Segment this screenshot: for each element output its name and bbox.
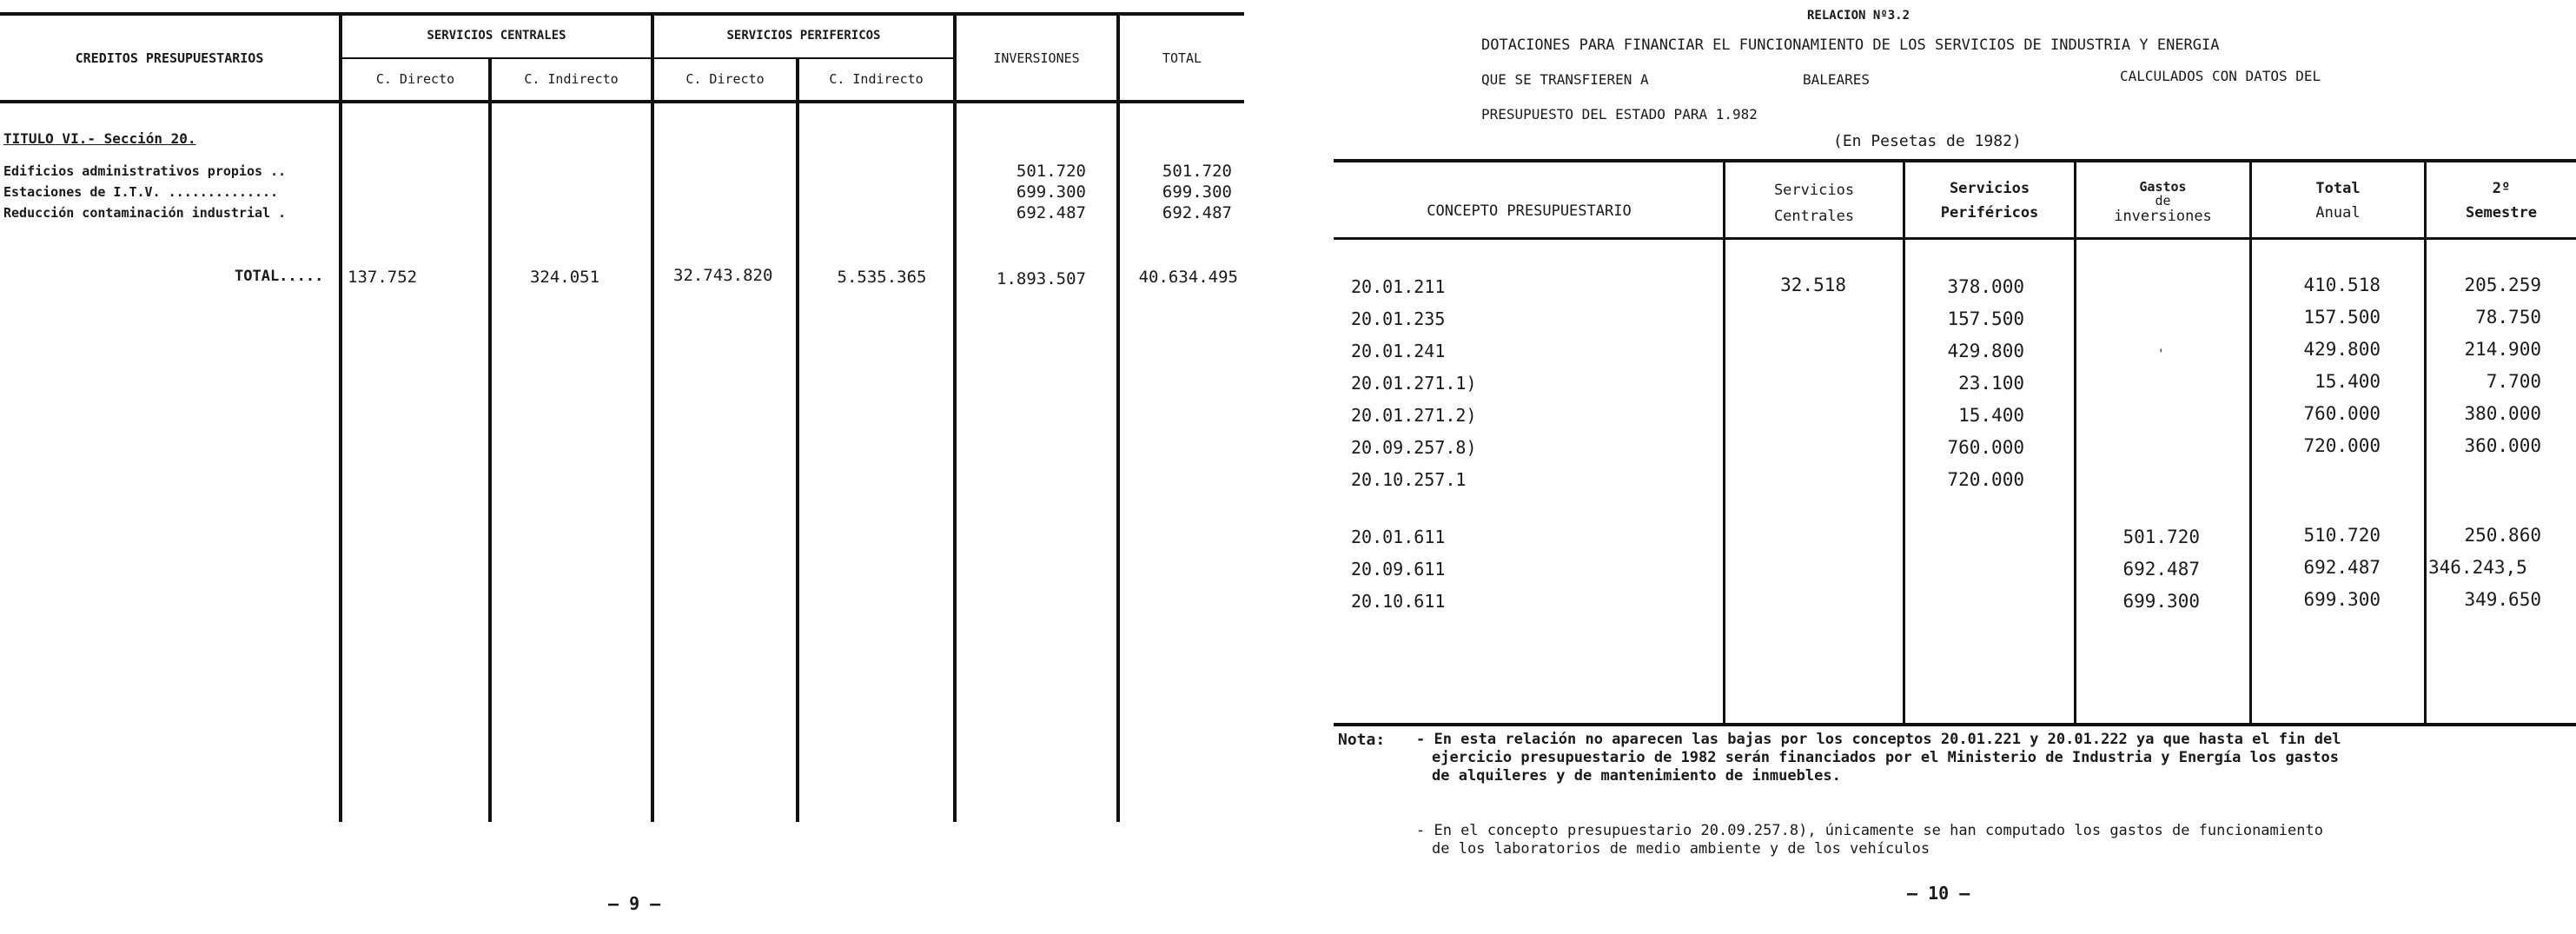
note-line: de alquileres y de mantenimiento de inmuebles. bbox=[1432, 767, 1841, 785]
row-perifericos: 429.800 bbox=[1947, 341, 2024, 361]
section-title: TITULO VI.- Sección 20. bbox=[3, 130, 196, 147]
row-concepto: 20.01.611 bbox=[1351, 527, 1446, 547]
note-line: - En esta relación no aparecen las bajas por los conceptos 20.01.221 y 20.01.222 ya que hasta el fin del bbox=[1416, 731, 2341, 748]
left-col-divider bbox=[488, 57, 492, 822]
item-total: 699.300 bbox=[1162, 182, 1232, 202]
left-col-divider bbox=[339, 12, 342, 822]
item-total: 501.720 bbox=[1162, 162, 1232, 181]
right-header-bottom-rule bbox=[1334, 237, 2576, 240]
row-concepto: 20.01.241 bbox=[1351, 341, 1446, 361]
page-number: — 10 — bbox=[1907, 883, 1970, 904]
total-total: 40.634.495 bbox=[1138, 268, 1238, 287]
total-c-directo-perifericos: 32.743.820 bbox=[673, 266, 773, 285]
left-header-bottom-rule bbox=[0, 100, 1244, 103]
subtitle-line-1: DOTACIONES PARA FINANCIAR EL FUNCIONAMIENTO DE LOS SERVICIOS DE INDUSTRIA Y ENERGIA bbox=[1481, 36, 2220, 54]
right-col-divider bbox=[2249, 159, 2252, 725]
note-line: ejercicio presupuestario de 1982 serán financiados por el Ministerio de Industria y Energía los gastos bbox=[1432, 749, 2339, 766]
row-perifericos: 720.000 bbox=[1947, 469, 2024, 490]
row-perifericos: 23.100 bbox=[1958, 373, 2024, 394]
header-centrales-2: Centrales bbox=[1773, 208, 1855, 225]
note-label: Nota: bbox=[1338, 731, 1386, 749]
total-c-indirecto-centrales: 324.051 bbox=[529, 268, 600, 287]
row-semestre: 346.243,5 bbox=[2428, 557, 2527, 578]
row-inversiones: 699.300 bbox=[2122, 591, 2200, 612]
note-line: de los laboratorios de medio ambiente y de los vehículos bbox=[1432, 840, 1930, 858]
left-col-divider bbox=[651, 12, 654, 822]
row-concepto: 20.10.611 bbox=[1351, 591, 1446, 612]
header-inversiones-2: de bbox=[2155, 193, 2171, 209]
header-inversiones-1: Gastos bbox=[2139, 179, 2187, 195]
header-c-indirecto: C. Indirecto bbox=[524, 71, 619, 87]
row-inversiones: 692.487 bbox=[2122, 559, 2200, 580]
total-c-indirecto-perifericos: 5.535.365 bbox=[837, 268, 927, 287]
row-semestre: 250.860 bbox=[2464, 525, 2541, 546]
item-label: Reducción contaminación industrial . bbox=[3, 205, 287, 221]
row-semestre: 7.700 bbox=[2486, 371, 2541, 392]
total-label: TOTAL..... bbox=[235, 268, 324, 285]
row-concepto: 20.01.271.1) bbox=[1351, 373, 1477, 394]
row-concepto: 20.10.257.1 bbox=[1351, 469, 1467, 490]
header-perifericos-2: Periféricos bbox=[1940, 204, 2039, 222]
note-line: - En el concepto presupuestario 20.09.257.8), únicamente se han computado los gastos de funcionamiento bbox=[1416, 822, 2323, 839]
item-inversiones: 699.300 bbox=[1016, 182, 1086, 202]
row-inversiones: 501.720 bbox=[2122, 527, 2200, 547]
header-anual-1: Total bbox=[2315, 180, 2361, 197]
header-concepto: CONCEPTO PRESUPUESTARIO bbox=[1427, 202, 1632, 220]
page-number: — 9 — bbox=[608, 893, 661, 914]
row-centrales: 32.518 bbox=[1780, 275, 1846, 295]
subtitle-line-2b: BALEARES bbox=[1803, 71, 1871, 88]
row-anual: 157.500 bbox=[2303, 307, 2381, 328]
header-inversiones-3: inversiones bbox=[2114, 208, 2212, 225]
row-semestre: 380.000 bbox=[2464, 403, 2541, 424]
right-bottom-rule bbox=[1334, 723, 2576, 726]
row-concepto: 20.09.257.8) bbox=[1351, 437, 1477, 458]
row-perifericos: 760.000 bbox=[1947, 437, 2024, 458]
left-col-divider bbox=[953, 12, 957, 822]
header-semestre-2: Semestre bbox=[2466, 204, 2537, 222]
row-semestre: 360.000 bbox=[2464, 435, 2541, 456]
item-label: Edificios administrativos propios .. bbox=[3, 163, 287, 179]
row-semestre: 205.259 bbox=[2464, 275, 2541, 295]
total-inversiones: 1.893.507 bbox=[997, 269, 1086, 288]
header-servicios-perifericos: SERVICIOS PERIFERICOS bbox=[726, 29, 881, 43]
row-anual: 699.300 bbox=[2303, 589, 2381, 610]
left-col-divider bbox=[1116, 12, 1120, 822]
row-anual: 760.000 bbox=[2303, 403, 2381, 424]
subtitle-line-2a: QUE SE TRANSFIEREN A bbox=[1481, 71, 1649, 88]
row-anual: 720.000 bbox=[2303, 435, 2381, 456]
header-anual-2: Anual bbox=[2315, 204, 2361, 222]
row-perifericos: 15.400 bbox=[1958, 405, 2024, 426]
header-servicios-centrales: SERVICIOS CENTRALES bbox=[427, 29, 566, 43]
right-col-divider bbox=[1903, 159, 1905, 725]
right-col-divider bbox=[2424, 159, 2427, 725]
item-label: Estaciones de I.T.V. .............. bbox=[3, 184, 279, 200]
row-semestre: 78.750 bbox=[2475, 307, 2541, 328]
row-concepto: 20.09.611 bbox=[1351, 559, 1446, 580]
right-col-divider bbox=[1723, 159, 1725, 725]
subtitle-line-2c: CALCULADOS CON DATOS DEL bbox=[2120, 68, 2321, 84]
subtitle-line-4: (En Pesetas de 1982) bbox=[1833, 132, 2022, 150]
subtitle-line-3: PRESUPUESTO DEL ESTADO PARA 1.982 bbox=[1481, 106, 1758, 123]
row-semestre: 214.900 bbox=[2464, 339, 2541, 360]
header-perifericos-1: Servicios bbox=[1949, 180, 2030, 197]
row-anual: 429.800 bbox=[2303, 339, 2381, 360]
row-perifericos: 378.000 bbox=[1947, 276, 2024, 297]
right-top-rule bbox=[1334, 159, 2576, 162]
header-c-directo: C. Directo bbox=[375, 71, 455, 87]
left-col-divider bbox=[796, 57, 799, 822]
row-anual: 510.720 bbox=[2303, 525, 2381, 546]
header-semestre-1: 2º bbox=[2492, 180, 2511, 197]
row-anual: 410.518 bbox=[2303, 275, 2381, 295]
item-inversiones: 501.720 bbox=[1016, 162, 1086, 181]
total-c-directo-centrales: 137.752 bbox=[348, 268, 418, 287]
row-concepto: 20.01.271.2) bbox=[1351, 405, 1477, 426]
row-concepto: 20.01.235 bbox=[1351, 308, 1446, 329]
row-semestre: 349.650 bbox=[2464, 589, 2541, 610]
item-total: 692.487 bbox=[1162, 203, 1232, 222]
header-c-directo: C. Directo bbox=[685, 71, 765, 87]
header-centrales-1: Servicios bbox=[1773, 182, 1855, 199]
item-inversiones: 692.487 bbox=[1016, 203, 1086, 222]
header-inversiones: INVERSIONES bbox=[993, 50, 1080, 66]
right-col-divider bbox=[2074, 159, 2076, 725]
stray-mark: ' bbox=[2157, 348, 2165, 361]
header-total: TOTAL bbox=[1162, 50, 1202, 66]
left-top-rule bbox=[0, 12, 1244, 16]
left-subheader-rule bbox=[341, 57, 956, 59]
row-anual: 692.487 bbox=[2303, 557, 2381, 578]
row-anual: 15.400 bbox=[2314, 371, 2381, 392]
row-perifericos: 157.500 bbox=[1947, 308, 2024, 329]
row-concepto: 20.01.211 bbox=[1351, 276, 1446, 297]
relacion-title: RELACION Nº3.2 bbox=[1807, 9, 1910, 23]
header-c-indirecto: C. Indirecto bbox=[829, 71, 924, 87]
header-creditos: CREDITOS PRESUPUESTARIOS bbox=[75, 50, 264, 66]
